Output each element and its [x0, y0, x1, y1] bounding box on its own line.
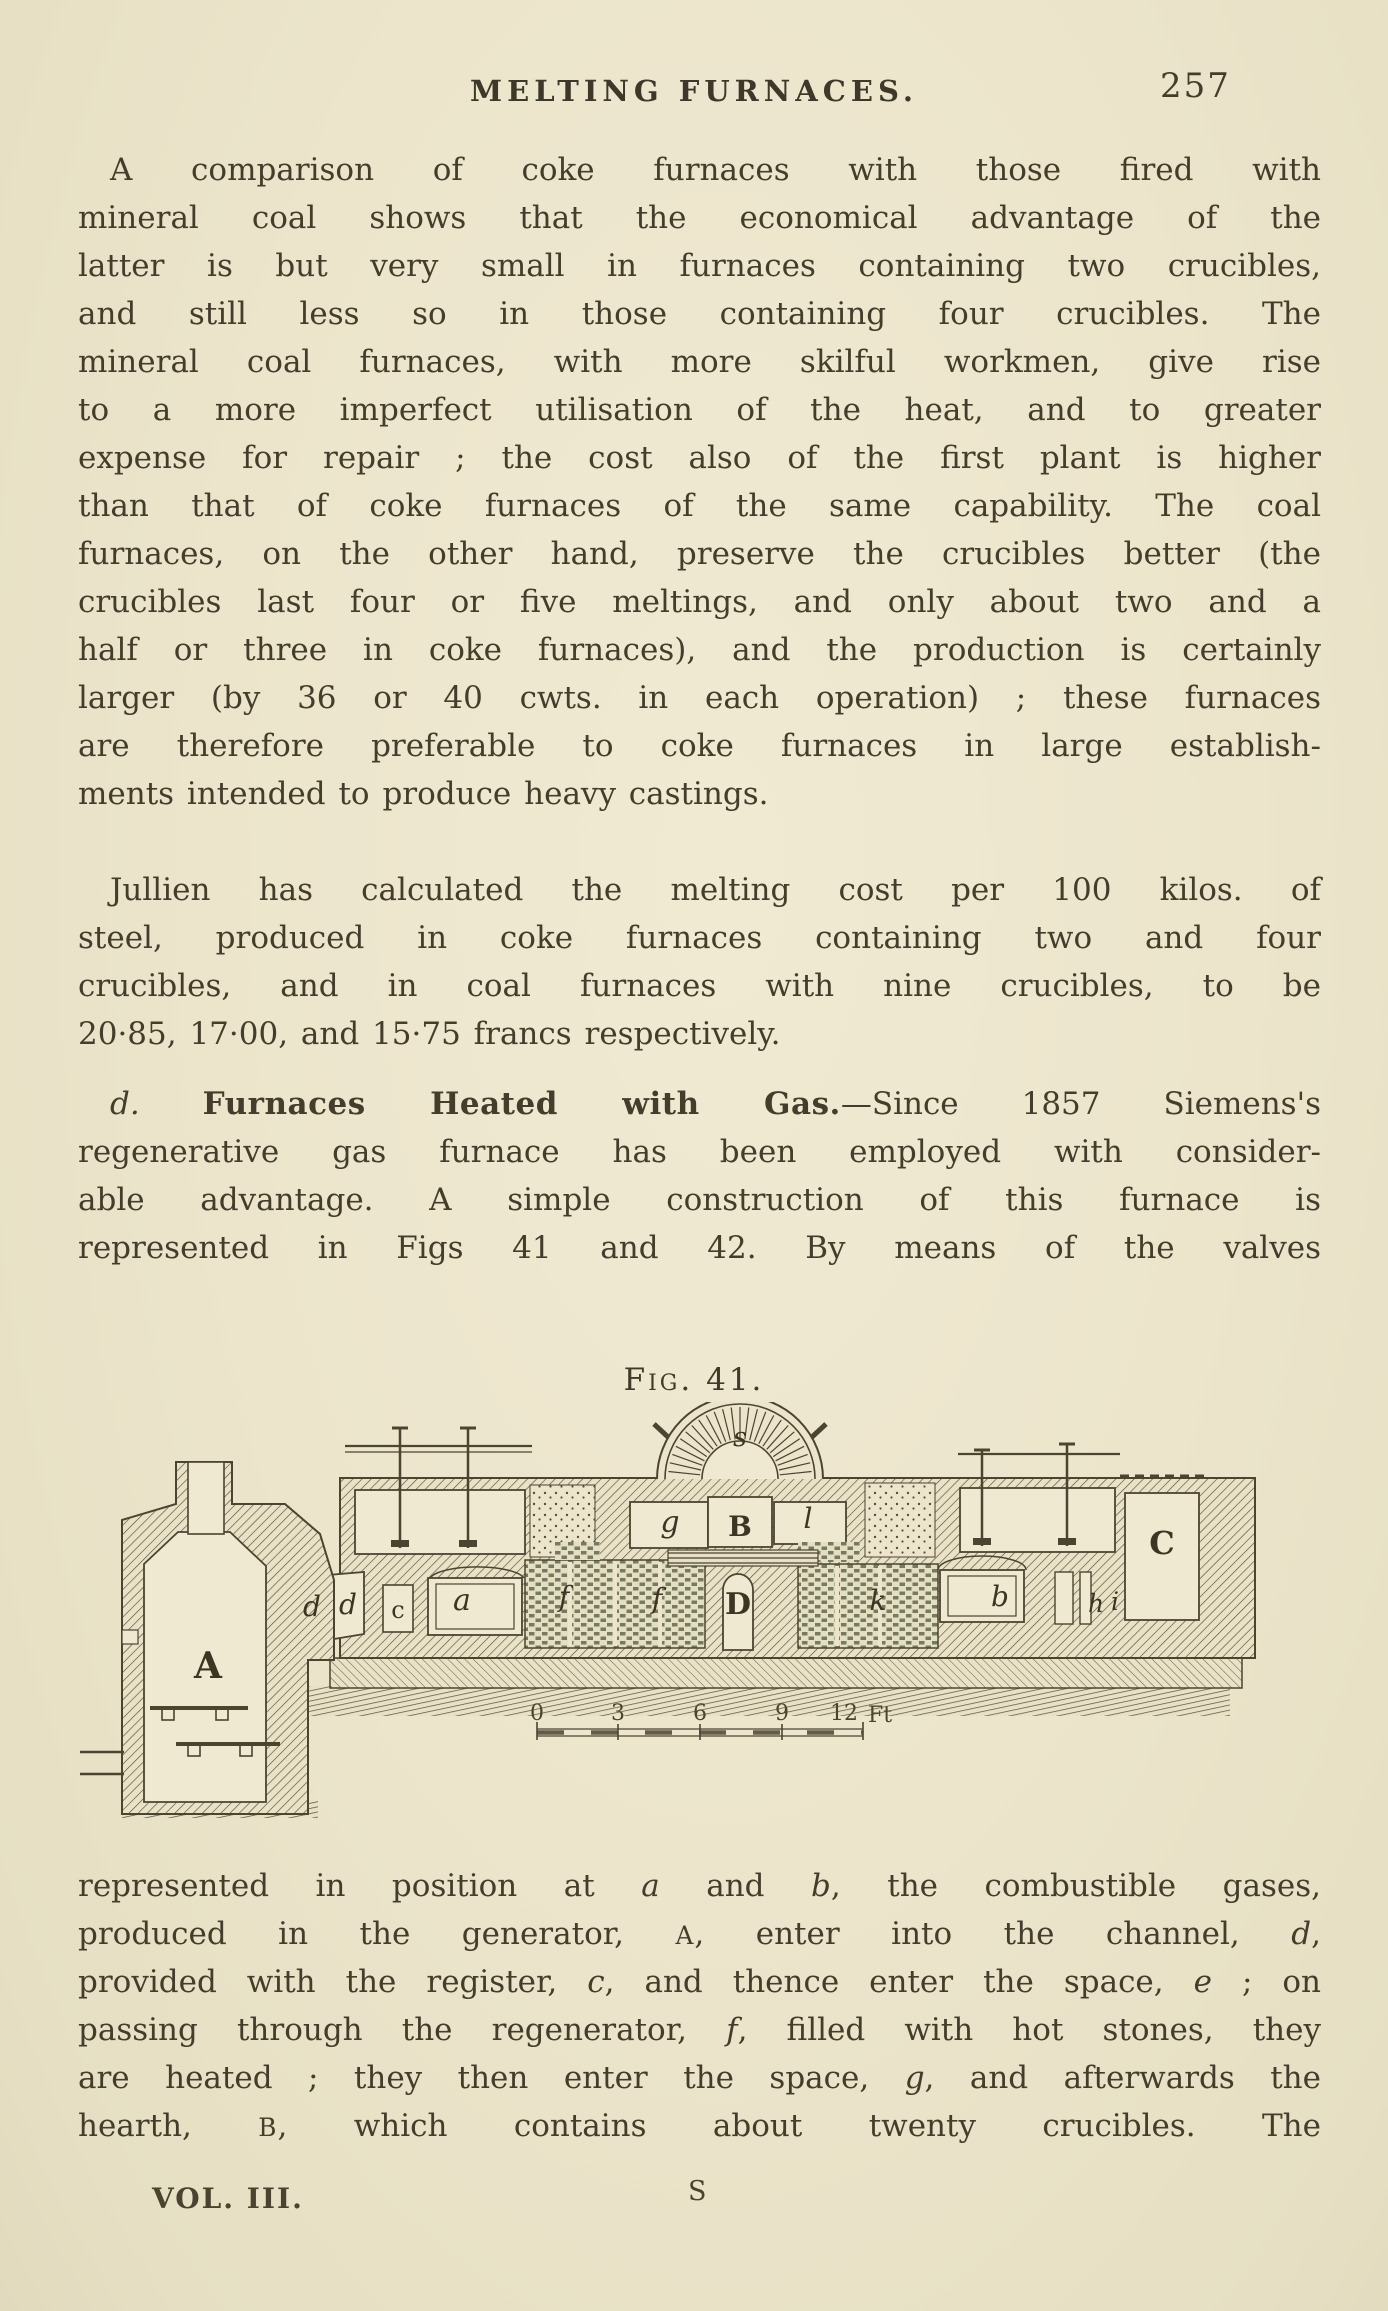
valve-plate	[391, 1540, 409, 1547]
paragraph-figure-explanation	[78, 1862, 1321, 2150]
running-head: MELTING FURNACES.	[470, 74, 918, 108]
valve-plate	[973, 1538, 991, 1545]
label-l: l	[803, 1502, 813, 1535]
dome-trunnion-left	[654, 1424, 668, 1437]
text-segment: , filled with hot stones, they	[737, 2012, 1321, 2048]
text-segment: a	[641, 1868, 660, 1904]
label-h: h	[1087, 1589, 1105, 1618]
body-line: larger (by 36 or 40 cwts. in each operation) ; these furnaces	[78, 680, 1321, 716]
label-g: g	[660, 1505, 680, 1540]
text-segment: f	[726, 2012, 738, 2048]
scale-tick-label: 0	[530, 1701, 544, 1726]
right-regenerator-checkerwork	[798, 1564, 938, 1648]
label-c: c	[391, 1596, 405, 1624]
scale-tick-label: 3	[611, 1701, 625, 1726]
text-segment: are heated ; they then enter the space,	[78, 2060, 905, 2096]
text-segment: , and thence enter the space,	[604, 1964, 1194, 2000]
text-segment: Furnaces Heated with Gas.	[202, 1086, 841, 1122]
scale-unit: Ft	[868, 1703, 893, 1728]
body-line: are therefore preferable to coke furnaces in large establish-	[78, 728, 1321, 764]
label-A: A	[194, 1645, 222, 1687]
label-i: i	[1111, 1587, 1119, 1616]
label-k: k	[869, 1584, 887, 1617]
body-line	[78, 2102, 1321, 2150]
body-line	[78, 1080, 1321, 1128]
text-segment: passing through the regenerator,	[78, 2012, 727, 2048]
furnace-engraving-icon	[80, 1402, 1265, 1822]
body-line: furnaces, on the other hand, preserve the crucibles better (the	[78, 536, 1321, 572]
body-line: expense for repair ; the cost also of the first plant is higher	[78, 440, 1321, 476]
scale-tick-label: 9	[775, 1701, 789, 1726]
label-B: B	[728, 1510, 752, 1543]
body-line: steel, produced in coke furnaces containing two and four	[78, 920, 1321, 956]
label-f2: f	[651, 1582, 663, 1615]
body-line	[78, 1862, 1321, 1910]
text-segment: —Since 1857 Siemens's	[840, 1086, 1322, 1122]
feed-chute	[188, 1462, 224, 1534]
body-line: crucibles last four or five meltings, and only about two and a	[78, 584, 1321, 620]
text-segment	[140, 1086, 203, 1122]
scale-tick-label: 12	[830, 1701, 858, 1726]
text-segment: c	[587, 1964, 605, 2000]
text-segment: , the combustible gases,	[830, 1868, 1321, 1904]
body-line: regenerative gas furnace has been employed with consider-	[78, 1134, 1321, 1170]
text-segment: b	[811, 1868, 831, 1904]
body-line: than that of coke furnaces of the same capability. The coal	[78, 488, 1321, 524]
wall-notch	[122, 1630, 138, 1644]
figure-caption: Fig. 41.	[623, 1362, 765, 1398]
text-segment: B	[258, 2113, 278, 2142]
paragraph-jullien	[78, 866, 1321, 1058]
checker-patch-left	[555, 1542, 600, 1560]
body-line: mineral coal shows that the economical advantage of the	[78, 200, 1321, 236]
lintel-band	[668, 1550, 818, 1566]
label-b: b	[991, 1580, 1009, 1613]
text-segment: provided with the register,	[78, 1964, 588, 2000]
body-line: 20·85, 17·00, and 15·75 francs respectively.	[78, 1016, 781, 1052]
ground-shading	[230, 1686, 1230, 1716]
volume-label: VOL. III.	[152, 2182, 304, 2215]
paragraph-gas-furnaces	[78, 1080, 1321, 1272]
body-line: ments intended to produce heavy castings.	[78, 776, 769, 812]
scale-tick-label: 6	[693, 1701, 707, 1726]
label-d1: d	[303, 1590, 321, 1623]
body-line: crucibles, and in coal furnaces with nine crucibles, to be	[78, 968, 1321, 1004]
body-line: half or three in coke furnaces), and the production is certainly	[78, 632, 1321, 668]
text-segment: A	[675, 1921, 695, 1950]
text-segment: , enter into the channel,	[694, 1916, 1292, 1952]
valve-plate	[459, 1540, 477, 1547]
body-line: A comparison of coke furnaces with those fired with	[110, 152, 1321, 188]
label-s: s	[733, 1422, 747, 1453]
body-line: latter is but very small in furnaces containing two crucibles,	[78, 248, 1321, 284]
signature-mark: S	[688, 2176, 707, 2207]
body-line: represented in Figs 41 and 42. By means of the valves	[78, 1230, 1321, 1266]
body-line: mineral coal furnaces, with more skilful workmen, give rise	[78, 344, 1321, 380]
body-line	[78, 1910, 1321, 1958]
body-line: Jullien has calculated the melting cost per 100 kilos. of	[110, 872, 1321, 908]
label-a: a	[453, 1583, 471, 1618]
label-f1: f	[558, 1580, 570, 1613]
paragraph-comparison	[78, 146, 1321, 818]
text-segment: g	[904, 2060, 925, 2096]
text-segment: and	[659, 1868, 812, 1904]
body-line: to a more imperfect utilisation of the heat, and to greater	[78, 392, 1321, 428]
text-segment: d	[1291, 1916, 1312, 1952]
text-segment: represented in position at	[78, 1868, 642, 1904]
dome-trunnion-right	[812, 1424, 826, 1437]
text-segment: ,	[1311, 1916, 1321, 1952]
valve-plate	[1058, 1538, 1076, 1545]
text-segment: d.	[110, 1086, 140, 1122]
left-flue-chamber	[355, 1490, 525, 1554]
text-segment: , and afterwards the	[924, 2060, 1321, 2096]
body-line: able advantage. A simple construction of this furnace is	[78, 1182, 1321, 1218]
label-C: C	[1149, 1524, 1175, 1562]
body-line	[78, 2006, 1321, 2054]
figure-41	[80, 1402, 1265, 1822]
valve-b-box	[940, 1570, 1024, 1622]
valve-a-box	[428, 1578, 522, 1635]
text-segment: hearth,	[78, 2108, 259, 2144]
label-d2: d	[339, 1588, 357, 1621]
page-number: 257	[1160, 66, 1231, 106]
body-line	[78, 1958, 1321, 2006]
text-segment: produced in the generator,	[78, 1916, 676, 1952]
text-segment: ; on	[1211, 1964, 1322, 2000]
right-stipple-panel	[865, 1483, 935, 1557]
label-D: D	[724, 1587, 752, 1622]
text-segment: , which contains about twenty crucibles. The	[277, 2108, 1321, 2144]
slot-h	[1055, 1572, 1073, 1624]
text-segment: e	[1193, 1964, 1212, 2000]
body-line	[78, 2054, 1321, 2102]
foundation-slab	[330, 1658, 1242, 1688]
body-line: and still less so in those containing four crucibles. The	[78, 296, 1321, 332]
